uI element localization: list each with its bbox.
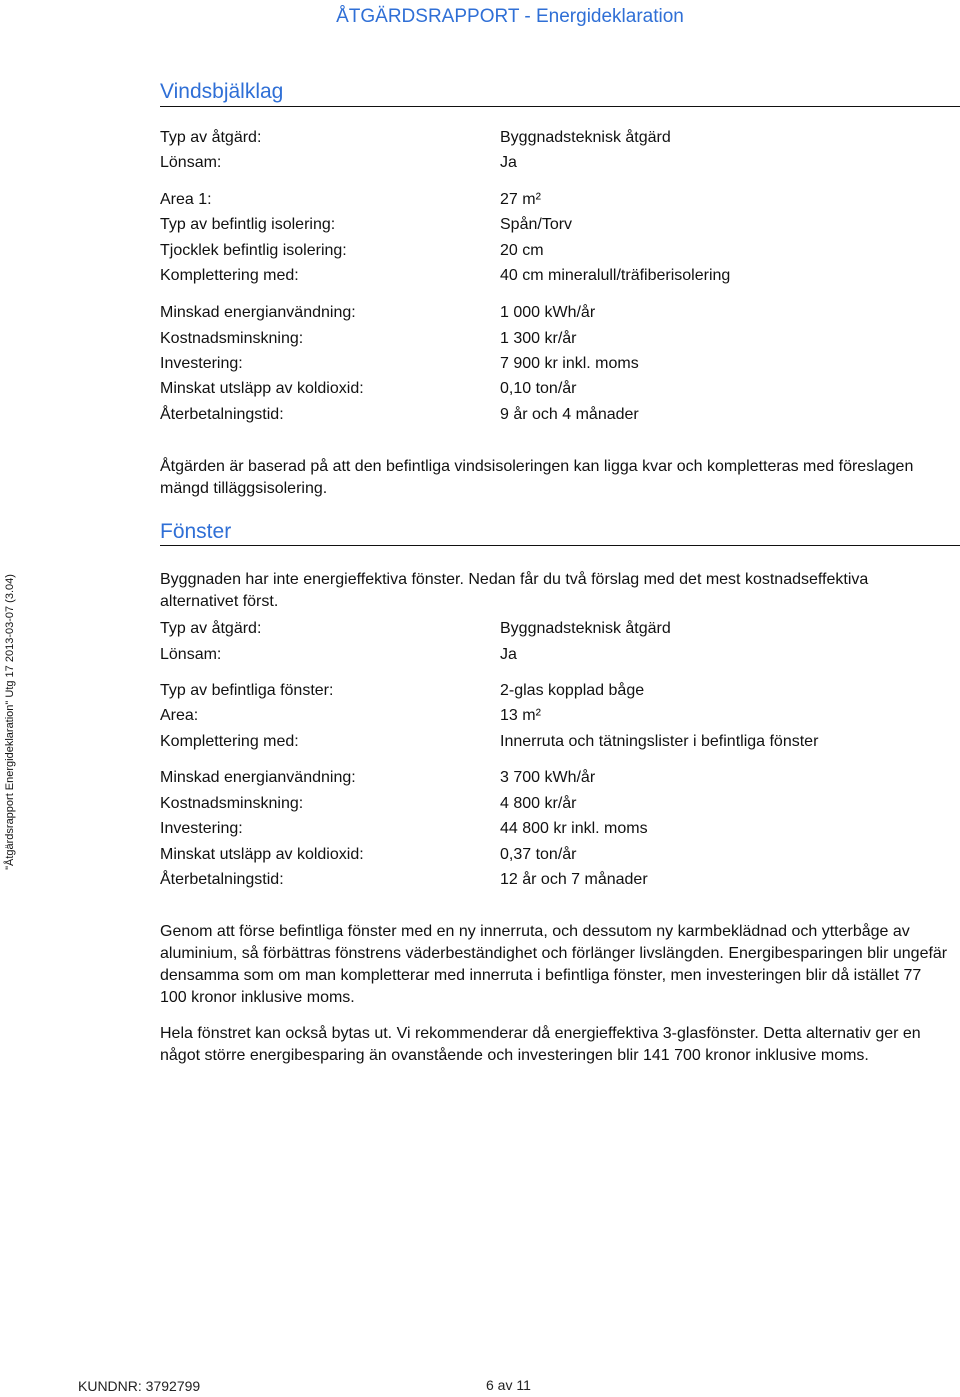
label-komplettering: Komplettering med: bbox=[160, 267, 299, 284]
report-header-title: ÅTGÄRDSRAPPORT - Energideklaration bbox=[336, 6, 684, 27]
footer-kundnr: KUNDNR: 3792799 bbox=[78, 1378, 201, 1394]
value-fonster-komplettering: Innerruta och tätningslister i befintliga fönster bbox=[500, 733, 819, 750]
label-area-1: Area 1: bbox=[160, 191, 212, 208]
label-fonster-area: Area: bbox=[160, 707, 199, 724]
value-fonster-aterbetalningstid: 12 år och 7 månader bbox=[500, 871, 648, 888]
value-komplettering: 40 cm mineralull/träfiberisolering bbox=[500, 267, 731, 284]
label-befintlig-isolering: Typ av befintlig isolering: bbox=[160, 216, 336, 233]
value-tjocklek: 20 cm bbox=[500, 242, 544, 259]
value-fonster-minskat-utslapp: 0,37 ton/år bbox=[500, 846, 577, 863]
section-title-fonster: Fönster bbox=[160, 520, 232, 543]
value-fonster-minskad-energi: 3 700 kWh/år bbox=[500, 769, 596, 786]
label-fonster-aterbetalningstid: Återbetalningstid: bbox=[160, 871, 284, 888]
label-minskat-utslapp: Minskat utsläpp av koldioxid: bbox=[160, 380, 364, 397]
value-befintlig-isolering: Spån/Torv bbox=[500, 216, 573, 233]
fonster-paragraph-2: Hela fönstret kan också bytas ut. Vi rekommenderar då energieffektiva 3-glasfönster. Detta alternativ ger en något större energibesparing än ovanstående och investeringen blir 141 700 kronor inklusive moms. bbox=[160, 1025, 921, 1064]
fonster-intro: Byggnaden har inte energieffektiva fönster. Nedan får du två förslag med det mest kostnadseffektiva alternativet först. bbox=[160, 571, 869, 610]
value-fonster-area: 13 m² bbox=[500, 707, 541, 724]
label-fonster-komplettering: Komplettering med: bbox=[160, 733, 299, 750]
value-kostnadsminskning: 1 300 kr/år bbox=[500, 330, 577, 347]
section-rule-fonster bbox=[160, 545, 960, 546]
side-version-label: "Åtgärdsrapport Energideklaration" Utg 17 2013-03-07 (3.04) bbox=[4, 574, 16, 870]
label-kostnadsminskning: Kostnadsminskning: bbox=[160, 330, 304, 347]
label-minskad-energi: Minskad energianvändning: bbox=[160, 304, 356, 321]
label-lonsam: Lönsam: bbox=[160, 154, 222, 171]
value-fonster-investering: 44 800 kr inkl. moms bbox=[500, 820, 648, 837]
label-fonster-minskad-energi: Minskad energianvändning: bbox=[160, 769, 356, 786]
value-fonster-typ-av-atgard: Byggnadsteknisk åtgärd bbox=[500, 620, 671, 637]
value-lonsam: Ja bbox=[500, 154, 517, 171]
label-befintliga-fonster: Typ av befintliga fönster: bbox=[160, 682, 334, 699]
label-fonster-lonsam: Lönsam: bbox=[160, 646, 222, 663]
value-investering: 7 900 kr inkl. moms bbox=[500, 355, 639, 372]
value-aterbetalningstid: 9 år och 4 månader bbox=[500, 406, 639, 423]
value-befintliga-fonster: 2-glas kopplad båge bbox=[500, 682, 645, 699]
value-fonster-kostnadsminskning: 4 800 kr/år bbox=[500, 795, 577, 812]
section-title-vindsbjalklag: Vindsbjälklag bbox=[160, 80, 284, 103]
value-typ-av-atgard: Byggnadsteknisk åtgärd bbox=[500, 129, 671, 146]
label-tjocklek: Tjocklek befintlig isolering: bbox=[160, 242, 347, 259]
label-typ-av-atgard: Typ av åtgärd: bbox=[160, 129, 262, 146]
value-area-1: 27 m² bbox=[500, 191, 541, 208]
value-fonster-lonsam: Ja bbox=[500, 646, 517, 663]
value-minskat-utslapp: 0,10 ton/år bbox=[500, 380, 577, 397]
label-investering: Investering: bbox=[160, 355, 243, 372]
vindsbjalklag-description: Åtgärden är baserad på att den befintliga vindsisoleringen kan ligga kvar och kompletteras med föreslagen mängd tilläggsisolering. bbox=[160, 458, 914, 497]
label-aterbetalningstid: Återbetalningstid: bbox=[160, 406, 284, 423]
value-minskad-energi: 1 000 kWh/år bbox=[500, 304, 596, 321]
label-fonster-kostnadsminskning: Kostnadsminskning: bbox=[160, 795, 304, 812]
label-fonster-investering: Investering: bbox=[160, 820, 243, 837]
section-rule-vindsbjalklag bbox=[160, 106, 960, 107]
label-fonster-minskat-utslapp: Minskat utsläpp av koldioxid: bbox=[160, 846, 364, 863]
fonster-paragraph-1: Genom att förse befintliga fönster med en ny innerruta, och dessutom ny karmbeklädnad och ytterbåge av aluminium, så förbättras fönstrens väderbeständighet och förlänger livslängden. Energibesparingen blir ungefär densamma som om man kompletterar med innerruta i befintliga fönster, men investeringen blir då istället 77 100 kronor inklusive moms. bbox=[160, 923, 948, 1006]
label-fonster-typ-av-atgard: Typ av åtgärd: bbox=[160, 620, 262, 637]
footer-page-number: 6 av 11 bbox=[486, 1377, 531, 1393]
